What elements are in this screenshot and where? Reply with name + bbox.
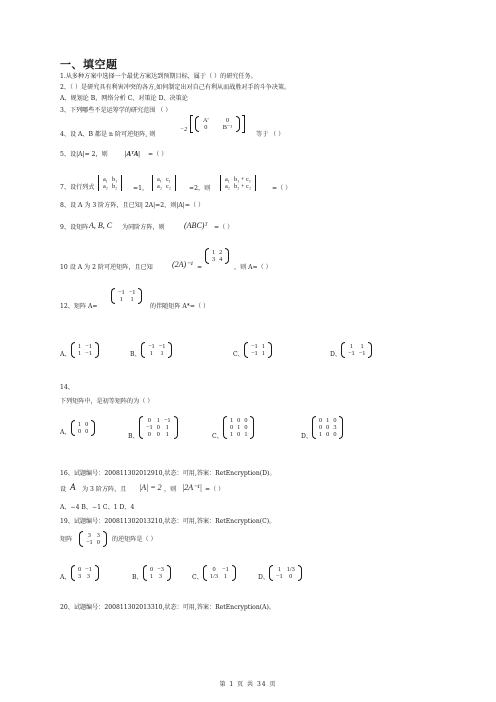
matrix-cell: −1 [85,350,92,357]
matrix-cell: 0 [319,417,323,424]
question-16-mid: 为 3 阶方阵，且 [82,486,127,493]
matrix-cell: 0 [237,431,241,438]
question-14-number: 14、 [60,384,74,391]
q12-option-matrix [142,343,171,357]
q19-option-label: B、 [132,574,143,581]
q14-option-label: D、 [301,433,312,440]
matrix-cell: 1 [165,431,169,438]
q19-option-matrix [144,566,170,580]
matrix-cell: 0 [244,424,248,431]
matrix-cell: 0 [244,417,248,424]
matrix-cell: 1 [230,431,234,438]
matrix-cell: 1 [78,421,82,428]
question-9-expression: (ABC)ᵀ [184,221,208,230]
question-12-tail: 的伴随矩阵 A*=（ ） [150,303,210,310]
q19-option-matrix [72,566,98,580]
question-9-tail: =（ ） [214,224,234,231]
question-7-text: 7、设行列式 [60,184,95,191]
q14-option-matrix [140,417,177,438]
matrix-cell: 0 [147,431,151,438]
q12-option-label: B、 [130,351,141,358]
matrix-cell: −1 [251,350,258,357]
matrix-cell: 1 [326,417,330,424]
page-footer: 第 1 页 共 34 页 [219,681,277,688]
matrix-cell: 1 [223,573,227,580]
question-10-text: 10 设 A 为 2 阶可逆矩阵，且已知 [60,264,153,271]
matrix-cell: 1 [150,573,154,580]
q12-option-matrix [245,343,271,357]
question-16-expression: |2A⁻¹| [182,483,202,492]
matrix-cell: 0 [204,124,208,131]
question-10-eq: = [197,264,203,271]
question-14-text: 下列矩阵中，是初等矩阵的为（ ） [60,398,154,405]
question-16-tail: =（ ） [205,486,225,493]
q19-option-matrix [270,566,301,580]
matrix-cell: 0 [212,566,216,573]
matrix-cell: 0 [319,424,323,431]
matrix-cell: 0 [156,431,160,438]
matrix-cell: −1 [222,566,229,573]
question-16-options: A、−4 B、−1 C、1 D、4 [60,504,135,511]
question-19-id: 19、试题编号：200811302013210,状态：可用,答案：RetEncryption(C)。 [60,518,276,525]
matrix-cell: 1 [244,431,248,438]
question-12-text: 12、矩阵 A= [60,303,98,310]
matrix-cell: 0 [147,417,151,424]
matrix-cell: 0 [230,424,234,431]
question-19-text: 矩阵 [60,536,73,543]
matrix-cell: 3 [158,573,163,580]
question-5-text: 5、设|A|= 2，则 [60,151,108,158]
matrix-cell: 1 [78,350,82,357]
q14-option-matrix [313,417,342,438]
question-16-matrix-a: A [70,482,76,492]
matrix-cell: −1 [148,343,155,350]
matrix-cell: 0 [326,431,330,438]
matrix-cell: −3 [157,566,164,573]
question-8: 8、设 A 为 3 阶方阵，且已知| 2A|=2，则|A|=（ ） [60,202,205,209]
question-4-coef: −2 [180,127,188,133]
matrix-cell: 1 [349,343,353,350]
matrix-cell: 3 [78,573,82,580]
matrix-cell: 1/3 [286,566,295,573]
matrix-cell: 3 [333,424,337,431]
matrix-cell: 0 [85,421,89,428]
question-7-det-1: a₁ b₁ a₂ b₂ [98,176,122,190]
question-19-tail: 的逆矩阵是（ ） [112,536,157,543]
question-7-det-3: a₁ b₁ + c₁ a₂ b₂ + c₂ [220,176,256,190]
q14-option-matrix [72,421,94,435]
q14-option-matrix [224,417,253,438]
matrix-cell: 0 [85,428,89,435]
matrix-cell: A' [203,117,209,124]
q19-option-label: C、 [192,574,203,581]
question-2: 2、（ ）是研究具有利害冲突的各方,如何制定出对自己有利从而战胜对手的斗争决策。 [60,84,291,91]
matrix-cell: −1 [276,573,283,580]
matrix-cell: 1 [78,343,82,350]
matrix-cell: 0 [225,117,229,124]
q14-option-label: C、 [212,433,223,440]
matrix-cell: 0 [150,566,154,573]
question-4-text: 4、设 A、B 都是 n 阶可逆矩阵, 则 [60,131,156,138]
section-title: 一、填空题 [60,58,118,71]
question-2-options: A、规划论 B、网络分析 C、对策论 D、决策论 [60,95,188,102]
matrix-cell: 1/3 [210,573,219,580]
matrix-cell: −1 [85,343,92,350]
q12-option-label: D、 [330,351,341,358]
matrix-cell: 1 [149,350,153,357]
question-5-tail: =（ ） [148,151,168,158]
question-16-det: |A| = 2 [139,483,162,492]
matrix-cell: 0 [156,424,160,431]
question-16-text: 设 [60,486,67,493]
question-7-det-2: a₁ c₁ a₂ c₂ [152,176,176,190]
matrix-cell: 3 [86,573,91,580]
matrix-cell: 1 [319,431,323,438]
question-1: 1.从多种方案中选择一个最优方案达到预期目标，属于（ ）的研究任务。 [60,73,257,80]
matrix-cell: 0 [333,417,337,424]
matrix-cell: 1 [261,343,265,350]
matrix-cell: 1 [230,417,234,424]
question-10-expression: (2A)⁻¹ [172,260,193,269]
matrix-cell: 1 [237,424,241,431]
matrix-cell: 0 [289,573,293,580]
question-7-tail: =（ ） [272,185,292,192]
question-7-eq-2: =2，则 [189,185,211,192]
matrix-cell: −1 [163,417,171,424]
question-5-expression: |AᵀA| [125,150,140,158]
question-9-mid: 为同阶方阵，则 [122,224,165,231]
matrix-cell: −1 [158,343,166,350]
matrix-cell: 1 [160,350,164,357]
matrix-cell: −1 [85,566,92,573]
question-10-matrix: 1 2 3 4 [206,249,228,263]
matrix-cell: 1 [277,566,281,573]
matrix-cell: 0 [78,428,82,435]
question-3: 3、下列哪些不是运筹学的研究范围 （ ） [60,107,172,114]
matrix-cell: 1 [156,417,160,424]
q19-option-label: A、 [60,574,71,581]
matrix-cell: 1 [261,350,265,357]
matrix-cell: −1 [251,343,258,350]
question-19-matrix: 3 3 −1 0 [80,532,106,546]
matrix-cell: B⁻¹ [222,124,233,131]
matrix-cell: −1 [358,350,366,357]
question-20-id: 20、试题编号：200811302013310,状态：可用,答案：RetEncryption(A)。 [60,604,276,611]
q12-option-matrix [72,343,98,357]
question-16-id: 16、试题编号：200811302012910,状态：可用,答案：RetEncryption(D)。 [60,470,276,477]
question-9-text: 9、设矩阵 [60,224,89,231]
question-4-expression [180,117,239,133]
matrix-cell: 0 [326,424,330,431]
matrix-cell: 0 [237,417,241,424]
question-9-matrices: A, B, C [89,221,113,230]
q14-option-label: B、 [128,433,139,440]
q19-option-matrix [204,566,235,580]
q12-option-label: C、 [233,351,244,358]
matrix-cell: 1 [165,424,169,431]
matrix-cell: −1 [348,350,355,357]
q14-option-label: A、 [60,429,71,436]
matrix-cell: 1 [360,343,364,350]
question-10-tail: ，则 A=（ ） [234,264,272,271]
matrix-cell: 0 [333,431,337,438]
q12-option-label: A、 [60,351,71,358]
q12-option-matrix [342,343,371,357]
question-12-matrix: −1 −1 1 1 [112,289,141,303]
matrix-cell: −1 [146,424,153,431]
question-16-then: ，则 [164,486,177,493]
question-7-eq-1: =1， [133,185,149,192]
matrix-cell: 0 [78,566,82,573]
q19-option-label: D、 [258,574,269,581]
question-4-tail: 等于 （ ） [256,131,285,138]
